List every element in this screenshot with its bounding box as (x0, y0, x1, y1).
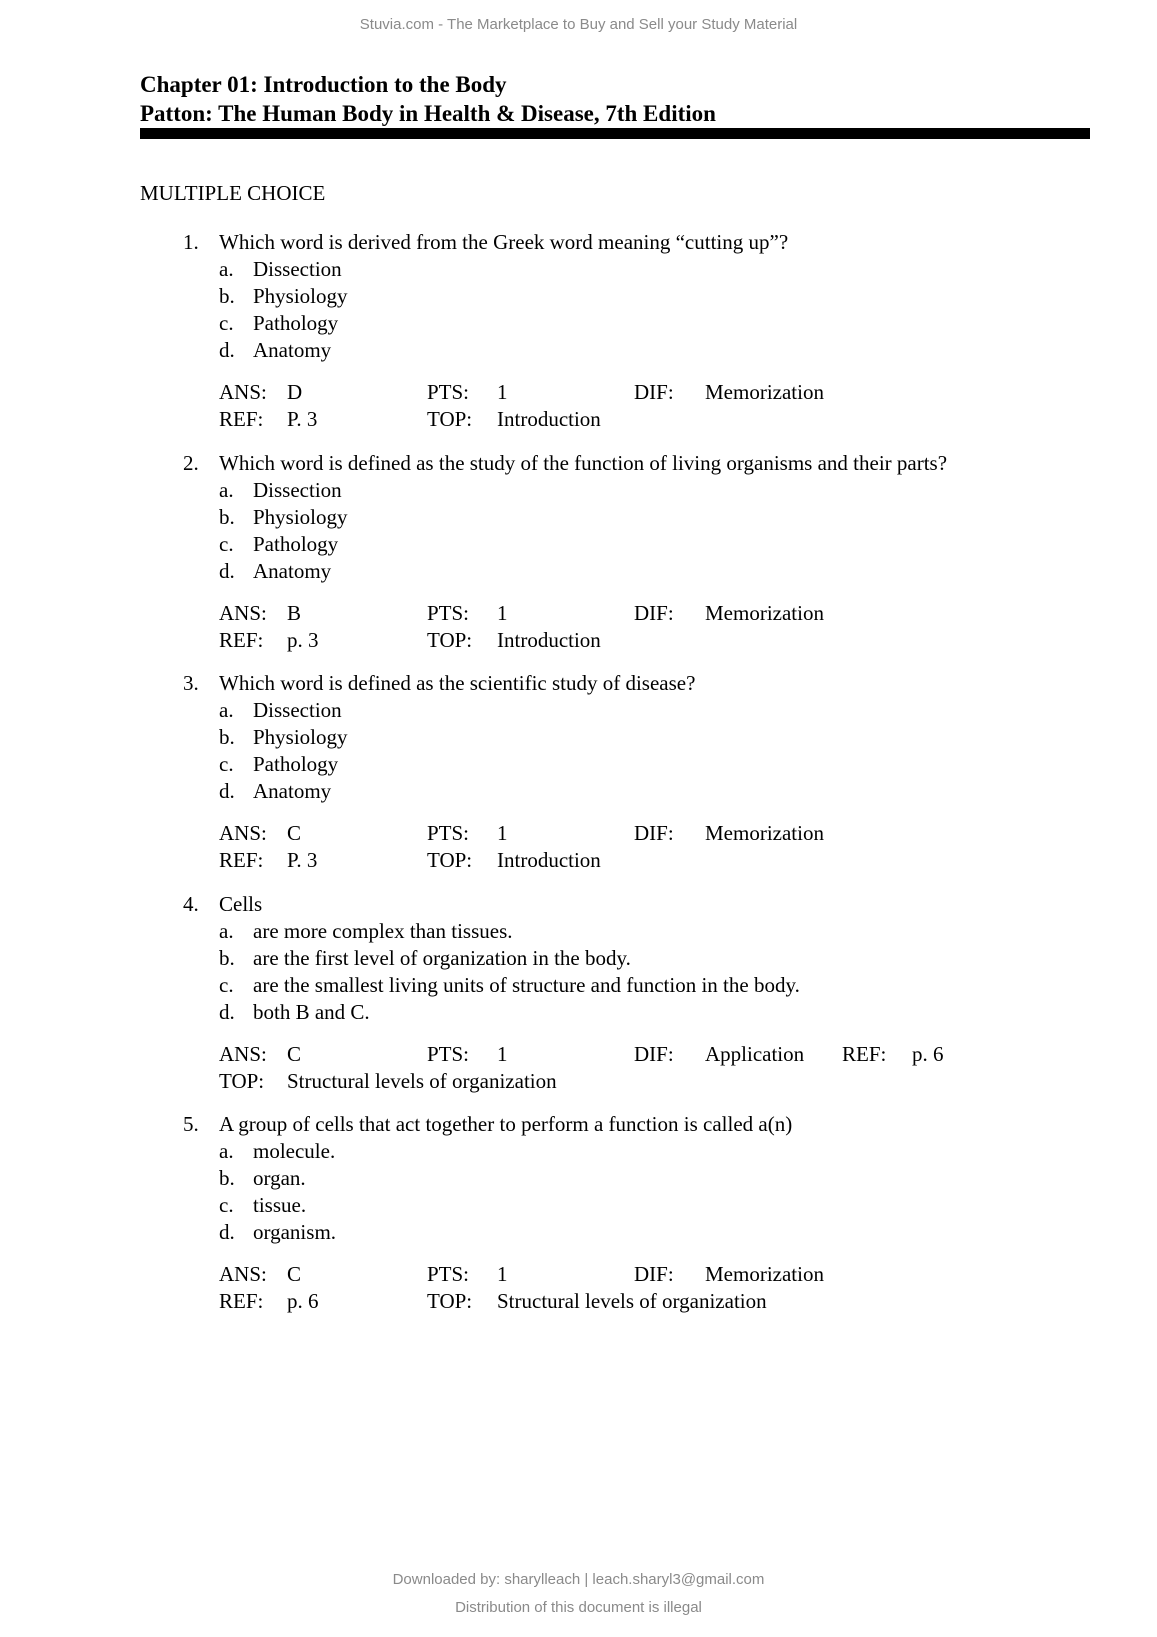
answer-metadata (0, 380, 1157, 434)
option-letter: c. (219, 752, 234, 776)
dif-value: Memorization (705, 1262, 824, 1286)
option-letter: a. (219, 698, 234, 722)
question-number: 1. (183, 230, 199, 254)
question-5 (0, 1112, 1157, 1316)
meta-row-2 (0, 407, 1157, 434)
ans-value: D (287, 380, 303, 404)
option-text: Physiology (253, 725, 348, 749)
option-c (0, 532, 1157, 559)
option-text: both B and C. (253, 1000, 370, 1024)
option-text: Anatomy (253, 338, 332, 362)
meta-row-1 (0, 821, 1157, 848)
question-4 (0, 892, 1157, 1096)
option-c (0, 311, 1157, 338)
ref-value: p. 3 (287, 628, 319, 652)
option-text: Anatomy (253, 559, 332, 583)
ref-value: P. 3 (287, 848, 318, 872)
pts-label: PTS: (427, 821, 470, 845)
top-label: TOP: (427, 407, 473, 431)
question-number: 2. (183, 451, 199, 475)
option-text: are the smallest living units of structure and function in the body. (253, 973, 800, 997)
option-letter: a. (219, 257, 234, 281)
footer-distribution-notice: Distribution of this document is illegal (455, 1599, 702, 1616)
option-b (0, 1166, 1157, 1193)
pts-label: PTS: (427, 1262, 470, 1286)
answer-metadata (0, 821, 1157, 875)
question-text: Cells (219, 892, 263, 916)
question-stem (0, 230, 1157, 257)
meta-row-2 (0, 1289, 1157, 1316)
pts-value: 1 (497, 821, 508, 845)
ref-value: p. 6 (287, 1289, 319, 1313)
dif-label: DIF: (634, 601, 674, 625)
ans-value: C (287, 1262, 302, 1286)
option-d (0, 1000, 1157, 1027)
dif-value: Application (705, 1042, 805, 1066)
question-stem (0, 1112, 1157, 1139)
pts-value: 1 (497, 1262, 508, 1286)
question-1 (0, 230, 1157, 434)
pts-label: PTS: (427, 1042, 470, 1066)
option-text: are more complex than tissues. (253, 919, 513, 943)
option-letter: c. (219, 973, 234, 997)
ans-value: C (287, 821, 302, 845)
top-value: Introduction (497, 628, 601, 652)
dif-value: Memorization (705, 601, 824, 625)
ref-label: REF: (219, 1289, 264, 1313)
option-letter: a. (219, 919, 234, 943)
option-text: Anatomy (253, 779, 332, 803)
ref-label: REF: (219, 628, 264, 652)
question-stem (0, 892, 1157, 919)
answer-metadata (0, 1042, 1157, 1096)
option-text: Pathology (253, 532, 339, 556)
option-c (0, 752, 1157, 779)
option-d (0, 338, 1157, 365)
ref-label: REF: (219, 407, 264, 431)
option-letter: d. (219, 779, 235, 803)
option-letter: b. (219, 946, 235, 970)
option-text: Dissection (253, 257, 342, 281)
ans-label: ANS: (219, 821, 267, 845)
option-letter: b. (219, 505, 235, 529)
option-a (0, 478, 1157, 505)
pts-value: 1 (497, 1042, 508, 1066)
option-text: Pathology (253, 752, 339, 776)
option-a (0, 1139, 1157, 1166)
chapter-title (140, 70, 716, 128)
option-text: tissue. (253, 1193, 307, 1217)
question-text: Which word is defined as the study of the function of living organisms and their parts? (219, 451, 948, 475)
question-stem (0, 671, 1157, 698)
option-b (0, 505, 1157, 532)
question-number: 5. (183, 1112, 199, 1136)
option-letter: b. (219, 284, 235, 308)
option-letter: a. (219, 478, 234, 502)
top-label: TOP: (219, 1069, 265, 1093)
title-divider-rule (140, 128, 1090, 139)
ans-label: ANS: (219, 601, 267, 625)
option-letter: d. (219, 1000, 235, 1024)
option-letter: b. (219, 725, 235, 749)
option-letter: b. (219, 1166, 235, 1190)
option-letter: c. (219, 532, 234, 556)
meta-row-1 (0, 1042, 1157, 1069)
ref-label: REF: (842, 1042, 887, 1066)
ans-value: C (287, 1042, 302, 1066)
option-letter: a. (219, 1139, 234, 1163)
stuvia-header-banner: Stuvia.com - The Marketplace to Buy and Sell your Study Material (359, 16, 798, 33)
option-d (0, 559, 1157, 586)
pts-value: 1 (497, 601, 508, 625)
option-c (0, 973, 1157, 1000)
meta-row-1 (0, 601, 1157, 628)
title-line-1: Chapter 01: Introduction to the Body (140, 72, 507, 97)
dif-value: Memorization (705, 380, 824, 404)
top-value: Introduction (497, 848, 601, 872)
question-text: Which word is defined as the scientific study of disease? (219, 671, 696, 695)
question-stem (0, 451, 1157, 478)
option-c (0, 1193, 1157, 1220)
pts-label: PTS: (427, 380, 470, 404)
footer-downloaded-by: Downloaded by: sharylleach | leach.sharyl3@gmail.com (392, 1571, 765, 1588)
option-d (0, 779, 1157, 806)
option-text: organ. (253, 1166, 306, 1190)
dif-value: Memorization (705, 821, 824, 845)
option-letter: c. (219, 311, 234, 335)
answer-metadata (0, 1262, 1157, 1316)
option-text: Physiology (253, 505, 348, 529)
top-value: Structural levels of organization (287, 1069, 557, 1093)
dif-label: DIF: (634, 821, 674, 845)
option-d (0, 1220, 1157, 1247)
question-3 (0, 671, 1157, 875)
question-text: A group of cells that act together to perform a function is called a(n) (219, 1112, 793, 1136)
ans-label: ANS: (219, 1262, 267, 1286)
option-a (0, 698, 1157, 725)
option-a (0, 257, 1157, 284)
option-b (0, 946, 1157, 973)
option-text: Physiology (253, 284, 348, 308)
dif-label: DIF: (634, 380, 674, 404)
section-heading: MULTIPLE CHOICE (140, 181, 326, 205)
pts-value: 1 (497, 380, 508, 404)
top-value: Introduction (497, 407, 601, 431)
meta-row-1 (0, 380, 1157, 407)
top-label: TOP: (427, 628, 473, 652)
question-2 (0, 451, 1157, 655)
option-b (0, 725, 1157, 752)
option-letter: d. (219, 338, 235, 362)
option-letter: c. (219, 1193, 234, 1217)
meta-row-2 (0, 628, 1157, 655)
option-letter: d. (219, 559, 235, 583)
meta-row-2 (0, 1069, 1157, 1096)
option-letter: d. (219, 1220, 235, 1244)
top-value: Structural levels of organization (497, 1289, 767, 1313)
question-number: 4. (183, 892, 199, 916)
ans-value: B (287, 601, 302, 625)
ref-value: p. 6 (912, 1042, 944, 1066)
option-text: Dissection (253, 478, 342, 502)
question-text: Which word is derived from the Greek word meaning “cutting up”? (219, 230, 789, 254)
ans-label: ANS: (219, 380, 267, 404)
ref-value: P. 3 (287, 407, 318, 431)
top-label: TOP: (427, 848, 473, 872)
option-text: Pathology (253, 311, 339, 335)
meta-row-2 (0, 848, 1157, 875)
top-label: TOP: (427, 1289, 473, 1313)
option-b (0, 284, 1157, 311)
option-text: organism. (253, 1220, 337, 1244)
ans-label: ANS: (219, 1042, 267, 1066)
option-a (0, 919, 1157, 946)
option-text: are the first level of organization in the body. (253, 946, 631, 970)
option-text: Dissection (253, 698, 342, 722)
answer-metadata (0, 601, 1157, 655)
title-line-2: Patton: The Human Body in Health & Disease, 7th Edition (140, 101, 716, 126)
pts-label: PTS: (427, 601, 470, 625)
option-text: molecule. (253, 1139, 336, 1163)
question-number: 3. (183, 671, 199, 695)
ref-label: REF: (219, 848, 264, 872)
meta-row-1 (0, 1262, 1157, 1289)
dif-label: DIF: (634, 1262, 674, 1286)
dif-label: DIF: (634, 1042, 674, 1066)
